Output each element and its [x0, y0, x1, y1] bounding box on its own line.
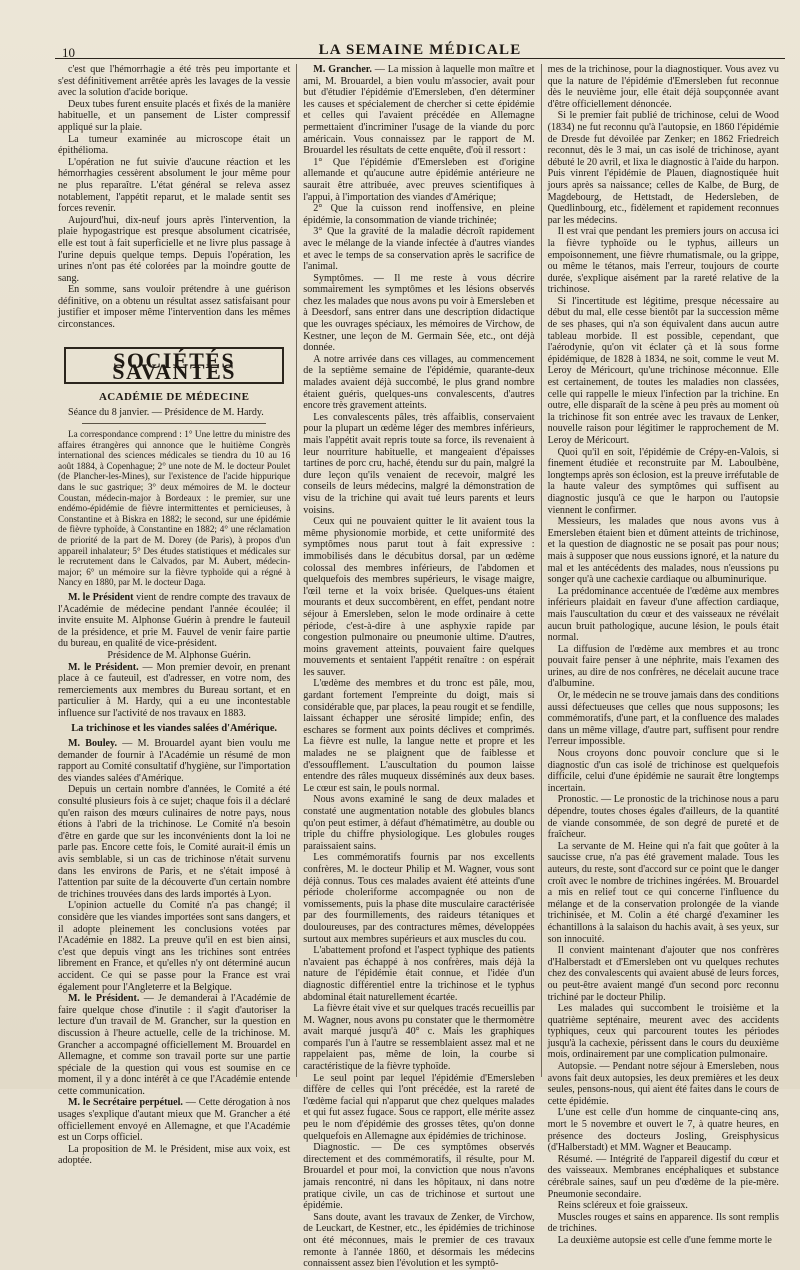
speaker-name: M. le Président.	[68, 661, 139, 673]
paragraph: Il est vrai que pendant les premiers jours on accusa ici la fièvre typhoïde ou le typhus, ailleurs un empoisonnement, une fièvre rhumatismale, ou la grippe, ou même le tétanos, mais l'erreur, toujours de courte durée, s'explique aisément par la rareté relative de la trichinose.	[547, 226, 779, 296]
speech-text: — Je demanderai à l'Académie de faire quelque chose d'inutile : il s'agit d'autoriser la lecture d'un travail de M. Grancher, sur la question en discussion à l'heure actuelle, celle de la trichinose. M. Grancher a accompagné officiellement M. Brouardel en Allemagne, et comme son travail porte sur une partie spéciale de la question qui vous est soumise en ce moment, il y a donc intérêt à ce que l'Académie entende cette communication.	[58, 993, 291, 1097]
paragraph: Sans doute, avant les travaux de Zenker, de Virchow, de Leuckart, de Kestner, etc., les épidémies de trichinose ont été méconnues, mais le premier de ces travaux remonte à l'année 1860, et désormais les médecins connaissent assez bien l'évolution et les symptô-	[303, 1211, 535, 1270]
paragraph: Pronostic. — Le pronostic de la trichinose nous a paru dépendre, toutes choses égales d'ailleurs, de la quantité de viande consommée, de son degré de pureté et de fraîcheur.	[547, 794, 779, 841]
paragraph: La servante de M. Heine qui n'a fait que goûter à la saucisse crue, n'a pas été gravement malade. Tous les auteurs, du reste, sont d'accord sur ce point que le danger croît avec le nombre de trichines ingérées. M. Brouardel a mis en relief tout ce qui concerne l'influence du mélange et de la conservation prolongée de la viande trichinisée, et M. Colin a été chargé d'examiner les échantillons à la salaison du hachis avait, à ses yeux, sur son innocuité.	[547, 840, 779, 945]
speech-paragraph	[58, 1097, 290, 1143]
article-columns	[52, 64, 785, 1270]
paragraph: Les malades qui succombent le troisième et la quatrième septénaire, meurent avec des accidents typhiques, ceux qui parcourent toutes les périodes jusqu'à la cachexie, périssent dans le cours du deuxième mois, ordinairement par une complication pulmonaire.	[547, 1003, 779, 1061]
paragraph: Les convalescents pâles, très affaiblis, conservaient pour la plupart un œdème léger des membres inférieurs, mais l'appétit avait repris toute sa force, ils revenaient à leur nourriture habituelle, et mangeaient d'épaisses tartines de porc cru, haché, étendu sur du pain, malgré la dure leçon qu'ils venaient de recevoir, malgré les conseils de leurs médecins, malgré la démonstration de visu de la trichine qui avait tué leurs parents et leurs voisins.	[303, 411, 535, 516]
paragraph: La tumeur examinée au microscope était un épithélioma.	[58, 133, 291, 157]
conclusion-item: 2° Que la cuisson rend inoffensive, en pleine épidémie, la consommation de viande trichinée;	[303, 203, 535, 226]
paragraph: La prédominance accentuée de l'œdème aux membres inférieurs plaidait en faveur d'une affection cardiaque, mais l'auscultation du cœur et des vaisseaux ne révélait aucun bruit pathologique, aucune lésion, le pouls était normal.	[547, 585, 779, 644]
subsection-title: La trichinose et les viandes salées d'Amérique.	[71, 723, 278, 735]
presidence-line: Présidence de M. Alphonse Guérin.	[107, 649, 251, 661]
paragraph: A notre arrivée dans ces villages, au commencement de la septième semaine de l'épidémie, quarante-deux malades avaient déjà succombé, le plus grand nombre étaient guéris, quelques-uns convalescents, d'autres encore très gravement atteints.	[303, 353, 535, 412]
speech-text: vient de rendre compte des travaux de l'Académie de médecine pendant l'année écoulée; il invite ensuite M. Alphonse Guérin à prendre le fauteuil de la présidence, et prie M. Fauvel de venir faire partie du bureau, en qualité de vice-président.	[58, 591, 291, 650]
speech-text: — La mission à laquelle mon maître et ami, M. Brouardel, a bien voulu m'associer, avait pour but d'étudier l'épidémie d'Emersleben, d'en déterminer les causes et spécialement de chercher si cette épidémie et celles qui l'avaient précédée en Allemagne permettaient d'incriminer l'usage de la viande du porc américain. Vous connaissez par le rapport de M. Brouardel les résultats de cette enquête, d'où il ressort :	[303, 64, 535, 157]
paragraph: Reins scléreux et foie graisseux.	[557, 1200, 688, 1212]
speech-paragraph	[58, 662, 290, 720]
paragraph: Messieurs, les malades que nous avons vus à Emersleben étaient bien et dûment atteints de trichinose, et la question de diagnostic ne se posait pas pour nous; mais à supposer que nous eussions ignoré, et la nature du mal et les antécédents des malades, nous n'eussions pu songer qu'à une cachexie cardiaque ou albuminurique.	[547, 516, 779, 586]
correspondance-paragraph: La correspondance comprend : 1° Une lettre du ministre des affaires étrangères qui annonce que le huitième Congrès international des sciences médicales se tiendra du 10 au 16 août 1884, à Copenhague; 2° une note de M. le docteur Poulet (de Plancher-les-Mines), sur l'existence de l'acide hippurique dans le suc gastrique; 3° deux mémoires de M. le docteur Coustan, médecin-major à Bordeaux : le premier, sur une endémo-épidémie de fièvre intermittentes et pernicieuses, à Constantine et à Biskra en 1882; le second, sur une épidémie de fièvre typhoïde, à Constantine en 1882; 4° une réclamation de priorité de la part de M. Dorey (de Paris), à propos d'un appareil inhalateur; 5° Des études statistiques et médicales sur le recrutement dans le Calvados, par M. Aubert, médecin-major; 6° un mémoire sur la fièvre typhoïde qui a régné à Nancy en 1880, par M. le docteur Daga.	[58, 429, 291, 588]
paragraph: Ceux qui ne pouvaient quitter le lit avaient tous la même physionomie morbide, et cette uniformité des symptômes nous parut tout à fait expressive : immobilisés dans le décubitus dorsal, par un œdème colossal des membres inférieurs, de l'abdomen et quelquefois des membres supérieurs, le visage maigre, l'œil terne et la voix brisée. Quelques-uns étaient mourants et deux succombèrent, en effet, pendant notre séjour à Emersleben, selon le mode ordinaire à cette période, c'est-à-dire à une asphyxie rapide par congestion pulmonaire ou pneumonie ultime. D'autres, moins gravement atteints, pouvaient faire quelques mouvements et sentaient l'appétit renaître : on espérait les sauver.	[303, 516, 535, 678]
paragraph: L'une est celle d'un homme de cinquante-cinq ans, mort le 5 novembre et ouvert le 7, à quatre heures, en présence des docteurs Josling, Greisphysicus (d'Halberstadt) et MM. Wagner et Beaucamp.	[547, 1107, 779, 1154]
column-2	[296, 64, 540, 1270]
seance-line: Séance du 8 janvier. — Présidence de M. Hardy.	[68, 407, 264, 419]
section-title: SOCIÉTÉS SAVANTES	[64, 347, 284, 384]
conclusion-item: 3° Que la gravité de la maladie décroît rapidement avec le mélange de la viande infectée à d'autres viandes et avec le temps de sa conservation après le sacrifice de l'animal.	[303, 226, 535, 273]
paragraph: La proposition de M. le Président, mise aux voix, est adoptée.	[58, 1143, 291, 1167]
paragraph: Quoi qu'il en soit, l'épidémie de Crépy-en-Valois, si finement étudiée et reconstruite par M. Laboulbène, longtemps après son éclosion, est la preuve irréfutable de la haute valeur des symptômes qui suffisent au diagnostic jusqu'à ce que le harpon ou l'autopsie viennent le confirmer.	[547, 446, 779, 516]
speech-text: — Mon premier devoir, en prenant place à ce fauteuil, est d'adresser, en votre nom, des remerciements aux membres du Bureau sortant, et en particulier à M. Hardy, qui a eu une incontestable influence sur l'activité de nos travaux en 1883.	[58, 661, 291, 719]
page-number: 10	[62, 45, 75, 60]
paragraph: Aujourd'hui, dix-neuf jours après l'intervention, la plaie hypogastrique est presque absolument cicatrisée, elle est tout à fait superficielle et ne livre plus passage à l'urine depuis quelque temps. Depuis l'opération, les urines n'ont pas été colorées par la moindre goutte de sang.	[58, 214, 291, 284]
speaker-name: M. le Président.	[68, 993, 140, 1005]
academy-heading: ACADÉMIE DE MÉDECINE	[98, 390, 250, 403]
paragraph: L'œdème des membres et du tronc est pâle, mou, gardant fortement l'empreinte du doigt, mais si considérable que, par places, la peau rougit et se fendille, laissant échapper une sérosité limpide; enfin, des eschares se forment aux points déclives et comprimés. La fièvre est nulle, la langue nette et propre et les malades ne se plaignent que de faiblesse et d'essoufflement. L'auscultation du poumon laisse entendre des râles muqueux disséminés aux deux bases. Le cœur est sain, le pouls normal.	[303, 678, 535, 794]
paragraph: L'opération ne fut suivie d'aucune réaction et les hémorrhagies cessèrent absolument le jour même pour ne plus reparaître. L'état général se releva assez notablement, l'appétit reparut, et le malade sentit ses forces revenir.	[58, 156, 291, 215]
paragraph: Si l'incertitude est légitime, presque nécessaire au début du mal, elle cesse bientôt par la succession même de ses phases, qui n'a son équivalent dans aucun autre tableau morbide. Il est possible, cependant, que l'aérodynie, qu'on vit éclater çà et là sous forme épidémique, de 1828 à 1834, ne soit, comme le veut M. Leroy de Méricourt, qu'une trichinose méconnue. Elle est certainement, de toutes les maladies non classées, celle qui rappelle le mieux l'infection par la trichine. En outre, elle disparaît de la scène à peu près au moment où la trichinose fit son entrée avec les travaux de Lenker, nouvelle raison pour légitimer le rapprochement de M. Leroy de Méricourt.	[547, 295, 779, 446]
paragraph: L'abattement profond et l'aspect typhique des patients n'avaient pas échappé à nos confrères, mais déjà la nature de l'épidémie était connue, et l'idée d'un diagnostic différentiel entre la trichinose et le typhus abdominal était naturellement écartée.	[303, 945, 535, 1003]
paragraph: Il convient maintenant d'ajouter que nos confrères d'Halberstadt et d'Emersleben ont vu quelques rechutes chez des convalescents qui avaient abusé de leurs forces, ou peut-être avaient mangé d'un second porc reconnu trichiné par le docteur Philip.	[547, 945, 779, 1003]
speech-text: — Cette dérogation à nos usages s'explique d'autant mieux que M. Grancher a été officiellement envoyé en Allemagne, et que l'Académie est un Corps officiel.	[58, 1097, 291, 1144]
speech-text: — M. Brouardel ayant bien voulu me demander de fournir à l'Académie un résumé de mon rapport au Comité consultatif d'hygiène, sur l'importation des viandes salées d'Amérique.	[58, 738, 291, 784]
paragraph: Muscles rouges et sains en apparence. Ils sont remplis de trichines.	[547, 1211, 779, 1235]
speech-paragraph	[58, 738, 290, 784]
running-header	[55, 36, 785, 59]
paragraph: L'opinion actuelle du Comité n'a pas changé; il considère que les viandes importées sont sans dangers, et il adopte pleinement les conclusions votées par l'Académie en 1882. La preuve qu'il en est bien ainsi, c'est que depuis vingt ans les trichines sont entrées librement en France, et qu'elles n'y ont déterminé aucun accident. Ce qui se passe pour la France est vrai également pour l'Angleterre et la Belgique.	[58, 900, 291, 993]
speech-paragraph	[58, 592, 290, 650]
paragraph: Résumé. — Intégrité de l'appareil digestif du cœur et des vaisseaux. Membranes encéphaliques et substance cérébrale saines, sauf un peu d'œdème de la pie-mère. Pneumonie secondaire.	[547, 1153, 779, 1200]
speaker-name: M. le Président	[68, 591, 134, 603]
paragraph: Autopsie. — Pendant notre séjour à Emersleben, nous avons fait deux autopsies, les deux premières et les deux seules, pensons-nous, qui aient été faites dans le cours de cette épidémie.	[547, 1061, 779, 1107]
column-3	[541, 64, 785, 1246]
divider	[82, 423, 266, 424]
speaker-name: M. Bouley.	[68, 738, 117, 750]
paragraph: Le seul point par lequel l'épidémie d'Emersleben diffère de celles qui l'ont précédée, est la rareté de l'œdème facial qui n'apparut que chez quelques malades et qui fut assez fugace. Sous ce rapport, elle mérite assez peu le nom d'épidémie des grosses têtes, qu'on donne quelquefois en Allemagne aux épidémies de trichinose.	[303, 1072, 535, 1142]
paragraph: Si le premier fait publié de trichinose, celui de Wood (1834) ne fut reconnu qu'à l'autopsie, en 1860 l'épidémie de Dresde fut dévoilée par Zenker; en 1862 Friedreich reconnut, dès le 3 mai, un cas isolé de trichinose, ayant débuté le 20 avril, et lixa le diagnostic à l'aide du harpon. Puis vinrent l'épidémie de Plauen, diagnostiquée huit jours après sa naissance; celles de Kalbe, de Burg, de Magdebourg, de Hettstadt, de Hedersleben, de Quedlinbourg, etc., fidèlement et rapidement reconnues par les médecins.	[547, 110, 779, 226]
paragraph: Nous avons examiné le sang de deux malades et constaté une augmentation notable des globules blancs qu'on peut estimer, à défaut d'hématimètre, au double ou triple du chiffre physiologique. Les globules rouges paraissaient sains.	[303, 794, 535, 852]
paragraph: Les commémoratifs fournis par nos excellents confrères, M. le docteur Philip et M. Wagner, vous sont déjà connus. Tous ces malades avaient été atteints d'une période choleriforme accompagnée ou non de vomissements, puis la phase dite musculaire caractérisée par des fourmillements, des raideurs tétaniques et douloureuses, par des contractures mêmes, développées surtout aux membres supérieurs et aux muscles du cou.	[303, 852, 535, 945]
speech-paragraph	[303, 64, 534, 157]
paragraph: La deuxième autopsie est celle d'une femme morte le	[557, 1234, 772, 1246]
paragraph: En somme, sans vouloir prétendre à une guérison définitive, on a obtenu un résultat assez satisfaisant pour justifier et imposer même l'intervention dans les mêmes circonstances.	[58, 284, 291, 331]
paragraph: Symptômes. — Il me reste à vous décrire sommairement les symptômes et les lésions observés chez les malades que nous avons pu voir à Emersleben et à Deesdorf, sans entrer dans une description didactique que les ouvrages spéciaux, les mémoires de Virchow, de Kestner, une leçon de M. Germain Sée, etc., ont déjà donnée.	[303, 272, 535, 354]
paragraph: c'est que l'hémorrhagie a été très peu importante et s'est définitivement arrêtée après les lavages de la vessie avec la solution d'acide borique.	[58, 64, 291, 99]
column-1	[52, 64, 296, 1167]
paragraph: Deux tubes furent ensuite placés et fixés de la manière habituelle, et un pansement de Lister compressif appliqué sur la plaie.	[58, 98, 291, 133]
paragraph: Nous croyons donc pouvoir conclure que si le diagnostic d'un cas isolé de trichinose est quelquefois difficile, celui d'une épidémie ne saurait être longtemps incertain.	[547, 748, 779, 794]
paragraph: Depuis un certain nombre d'années, le Comité a été consulté plusieurs fois à ce sujet; chaque fois il a déclaré qu'en raison des mœurs culinaires de notre pays, nous étions à l'abri de la trichinose. Le Comité n'a besoin d'être en garde que sur les inconvénients dont la loi ne parle pas. Encore cette fois, le Comité aurait-il émis un avis semblable, si un cas de trichinose n'était survenu dans les environs de Paris, et ne s'était imposé à l'attention par suite de la découverte d'un certain nombre de trichines trouvées dans des lards importés à Lyon.	[58, 784, 291, 900]
paragraph: mes de la trichinose, pour la diagnostiquer. Vous avez vu que la nature de l'épidémie d'Emersleben fut reconnue dès le neuvième jour, elle était déjà soupçonnée avant d'être officiellement dénoncée.	[547, 64, 779, 110]
paragraph: La diffusion de l'œdème aux membres et au tronc pouvait faire penser à une néphrite, mais l'examen des urines, au dire de nos confrères, ne décelait aucune trace d'albumine.	[547, 643, 779, 690]
paragraph: La fièvre était vive et sur quelques tracés recueillis par M. Wagner, nous avons pu constater que le thermomètre avait marqué jusqu'à 40° c. Mais les graphiques comparés l'un à l'autre se ressemblaient assez mal et ne rappelaient pas, même de loin, la courbe si caractéristique de la fièvre typhoïde.	[303, 1003, 535, 1073]
speech-paragraph	[58, 993, 290, 1097]
speaker-name: M. le Secrétaire perpétuel.	[68, 1097, 183, 1109]
paragraph: Diagnostic. — De ces symptômes observés directement et des commémoratifs, il résulte, pour M. Brouardel et pour moi, la conviction que nous n'avons jamais rencontré, ni dans les hôpitaux, ni dans notre pratique civile, un cas de trichinose et surtout une épidémie.	[303, 1142, 535, 1212]
journal-title: LA SEMAINE MÉDICALE	[318, 42, 522, 58]
speaker-name: M. Grancher.	[313, 64, 372, 75]
paragraph: Or, le médecin ne se trouve jamais dans des conditions aussi défectueuses que celles que nous supposons; les commémoratifs, d'une part, et la confluence des malades dans un même village, d'autre part, suffisent pour rendre l'erreur impossible.	[547, 690, 779, 748]
conclusion-item: 1° Que l'épidémie d'Emersleben est d'origine allemande et qu'aucune autre épidémie antérieure ne saurait être attribuée, avec preuves scientifiques à l'appui, à l'importation des viandes d'Amérique;	[303, 156, 535, 203]
